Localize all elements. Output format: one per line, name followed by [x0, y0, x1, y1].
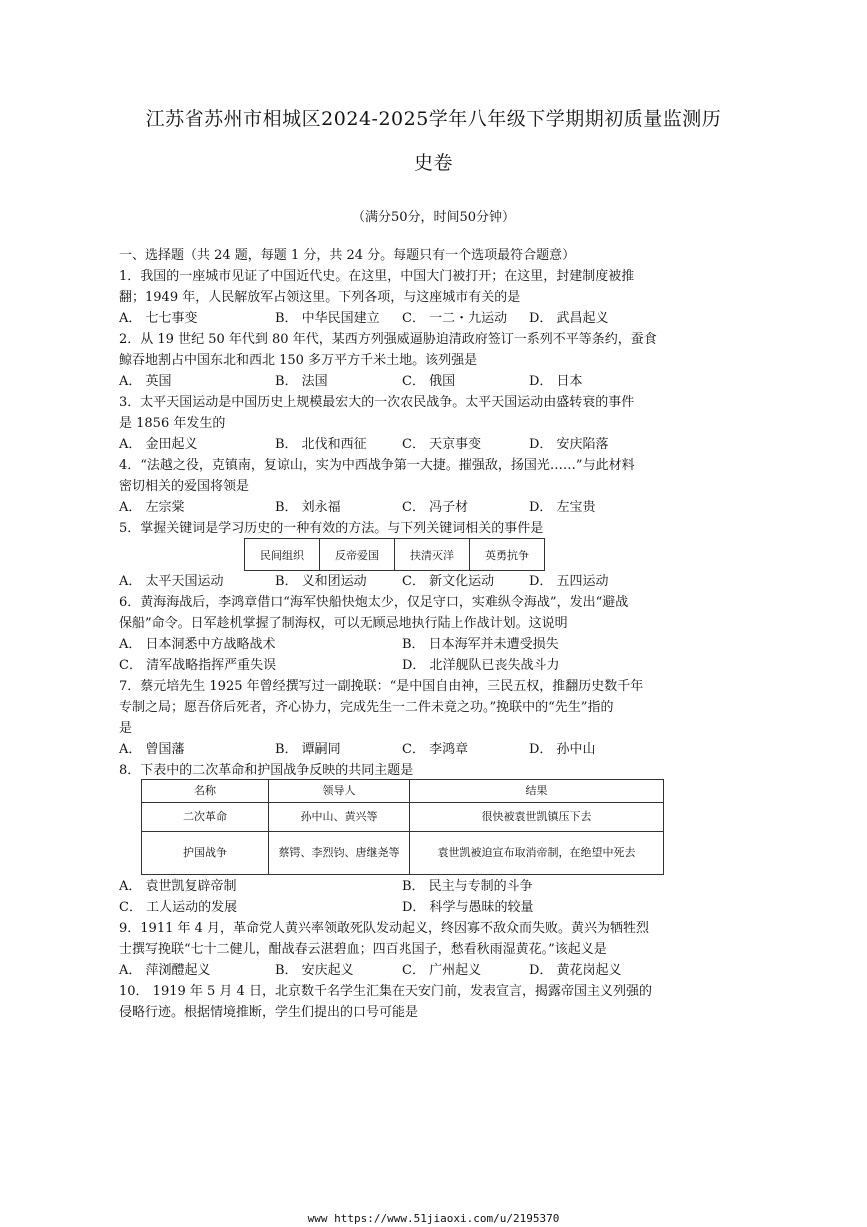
- q8-cell: 袁世凯被迫宣布取消帝制，在绝望中死去: [410, 832, 664, 875]
- q8-option-b[interactable]: B． 民主与专制的斗争: [402, 879, 533, 894]
- q8-cell: 很快被袁世凯镇压下去: [410, 803, 664, 832]
- q7-option-a[interactable]: A． 曾国藩: [119, 742, 185, 757]
- q4-option-a[interactable]: A． 左宗棠: [119, 500, 185, 515]
- q8-option-c[interactable]: C． 工人运动的发展: [119, 900, 238, 915]
- q5-keyword: 扶清灭洋: [395, 539, 470, 571]
- q4-option-d[interactable]: D． 左宝贵: [529, 500, 596, 515]
- q7-option-b[interactable]: B． 谭嗣同: [275, 742, 341, 757]
- q9-stem-line1: 9．1911 年 4 月，革命党人黄兴率领敢死队发动起义，终因寡不敌众而失败。黄兴为牺牲烈: [119, 921, 650, 936]
- q8-header-result: 结果: [410, 780, 664, 803]
- q2-option-b[interactable]: B． 法国: [275, 374, 328, 389]
- q8-stem-line1: 8．下表中的二次革命和护国战争反映的共同主题是: [119, 763, 414, 778]
- exam-title-line2: 史卷: [413, 152, 453, 174]
- q10-stem-line2: 侵略行迹。根据情境推断，学生们提出的口号可能是: [119, 1005, 419, 1020]
- q8-cell: 二次革命: [142, 803, 269, 832]
- q3-option-b[interactable]: B． 北伐和西征: [275, 437, 367, 452]
- q4-option-c[interactable]: C． 冯子材: [402, 500, 469, 515]
- q2-option-c[interactable]: C． 俄国: [402, 374, 456, 389]
- q1-stem-line2: 翻；1949 年，人民解放军占领这里。下列各项，与这座城市有关的是: [119, 290, 521, 305]
- q8-header-name: 名称: [142, 780, 269, 803]
- q6-stem-line2: 保船”命令。日军趁机掌握了制海权，可以无顾忌地执行陆上作战计划。这说明: [119, 616, 568, 631]
- q6-option-c[interactable]: C． 清军战略指挥严重失误: [119, 658, 277, 673]
- q5-keyword: 英勇抗争: [470, 539, 545, 571]
- exam-title-line1: 江苏省苏州市相城区2024-2025学年八年级下学期期初质量监测历: [145, 108, 722, 130]
- q4-option-b[interactable]: B． 刘永福: [275, 500, 341, 515]
- q6-option-a[interactable]: A． 日本洞悉中方战略战术: [119, 637, 276, 652]
- q5-keyword-table: [244, 538, 545, 571]
- q1-option-d[interactable]: D． 武昌起义: [529, 311, 609, 326]
- q1-option-a[interactable]: A． 七七事变: [119, 311, 198, 326]
- q7-stem-line1: 7．蔡元培先生 1925 年曾经撰写过一副挽联：“是中国自由神，三民五权，推翻历史数千年: [119, 679, 644, 694]
- q5-option-a[interactable]: A． 太平天国运动: [119, 574, 224, 589]
- q5-stem-line1: 5．掌握关键词是学习历史的一种有效的方法。与下列关键词相关的事件是: [119, 521, 544, 536]
- q7-option-c[interactable]: C． 李鸿章: [402, 742, 469, 757]
- q8-option-a[interactable]: A． 袁世凯复辟帝制: [119, 879, 237, 894]
- q7-option-d[interactable]: D． 孙中山: [529, 742, 596, 757]
- q8-cell: 护国战争: [142, 832, 269, 875]
- q9-option-c[interactable]: C． 广州起义: [402, 963, 482, 978]
- q1-option-c[interactable]: C． 一二・九运动: [402, 311, 508, 326]
- q5-option-b[interactable]: B． 义和团运动: [275, 574, 367, 589]
- q9-option-a[interactable]: A． 萍浏醴起义: [119, 963, 211, 978]
- q6-option-b[interactable]: B． 日本海军并未遭受损失: [402, 637, 559, 652]
- q7-stem-line2: 专制之局；愿吾侪后死者，齐心协力，完成先生一二件未竟之功。”挽联中的“先生”指的: [119, 700, 614, 715]
- q8-cell: 孙中山、黄兴等: [269, 803, 410, 832]
- q3-stem-line2: 是 1856 年发生的: [119, 416, 226, 431]
- q8-header-leader: 领导人: [269, 780, 410, 803]
- q10-stem-line1: 10． 1919 年 5 月 4 日，北京数千名学生汇集在天安门前，发表宣言，揭露帝国主义列强的: [119, 984, 652, 999]
- q6-option-d[interactable]: D． 北洋舰队已丧失战斗力: [402, 658, 560, 673]
- q5-keyword: 民间组织: [245, 539, 320, 571]
- q2-option-d[interactable]: D． 日本: [529, 374, 583, 389]
- q3-option-c[interactable]: C． 天京事变: [402, 437, 482, 452]
- q1-option-b[interactable]: B． 中华民国建立: [275, 311, 380, 326]
- q5-option-c[interactable]: C． 新文化运动: [402, 574, 495, 589]
- q5-keyword: 反帝爱国: [320, 539, 395, 571]
- q4-stem-line2: 密切相关的爱国将领是: [119, 479, 250, 494]
- q3-option-a[interactable]: A． 金田起义: [119, 437, 198, 452]
- q3-option-d[interactable]: D． 安庆陷落: [529, 437, 609, 452]
- q2-option-a[interactable]: A． 英国: [119, 374, 172, 389]
- footer-url[interactable]: www https://www.51jiaoxi.com/u/2195370: [307, 1212, 560, 1225]
- q5-option-d[interactable]: D． 五四运动: [529, 574, 609, 589]
- q9-option-b[interactable]: B． 安庆起义: [275, 963, 354, 978]
- q9-option-d[interactable]: D． 黄花岗起义: [529, 963, 622, 978]
- exam-subtitle: （满分50分，时间50分钟）: [351, 210, 516, 225]
- q7-stem-line3: 是: [119, 721, 133, 736]
- q2-stem-line1: 2．从 19 世纪 50 年代到 80 年代，某西方列强威逼胁迫清政府签订一系列不平等条约，蚕食: [119, 332, 657, 347]
- q4-stem-line1: 4．“法越之役，克镇南，复谅山，实为中西战争第一大捷。摧强敌，扬国光……”与此材料: [119, 458, 635, 473]
- q1-stem-line1: 1．我国的一座城市见证了中国近代史。在这里，中国大门被打开；在这里，封建制度被推: [119, 269, 635, 284]
- q9-stem-line2: 士撰写挽联“七十二健儿，酣战春云湛碧血；四百兆国子，愁看秋雨湿黄花。”该起义是: [119, 942, 607, 957]
- q8-cell: 蔡锷、李烈钧、唐继尧等: [269, 832, 410, 875]
- q8-option-d[interactable]: D． 科学与愚昧的较量: [402, 900, 534, 915]
- q6-stem-line1: 6．黄海海战后，李鸿章借口“海军快船快炮太少，仅足守口，实难纵令海战”，发出“避战: [119, 595, 629, 610]
- section-heading: 一、选择题（共 24 题，每题 1 分，共 24 分。每题只有一个选项最符合题意）: [119, 248, 576, 263]
- q8-table: [141, 779, 664, 875]
- q2-stem-line2: 鲸吞地割占中国东北和西北 150 多万平方千米土地。该列强是: [119, 353, 478, 368]
- q3-stem-line1: 3．太平天国运动是中国历史上规模最宏大的一次农民战争。太平天国运动由盛转衰的事件: [119, 395, 635, 410]
